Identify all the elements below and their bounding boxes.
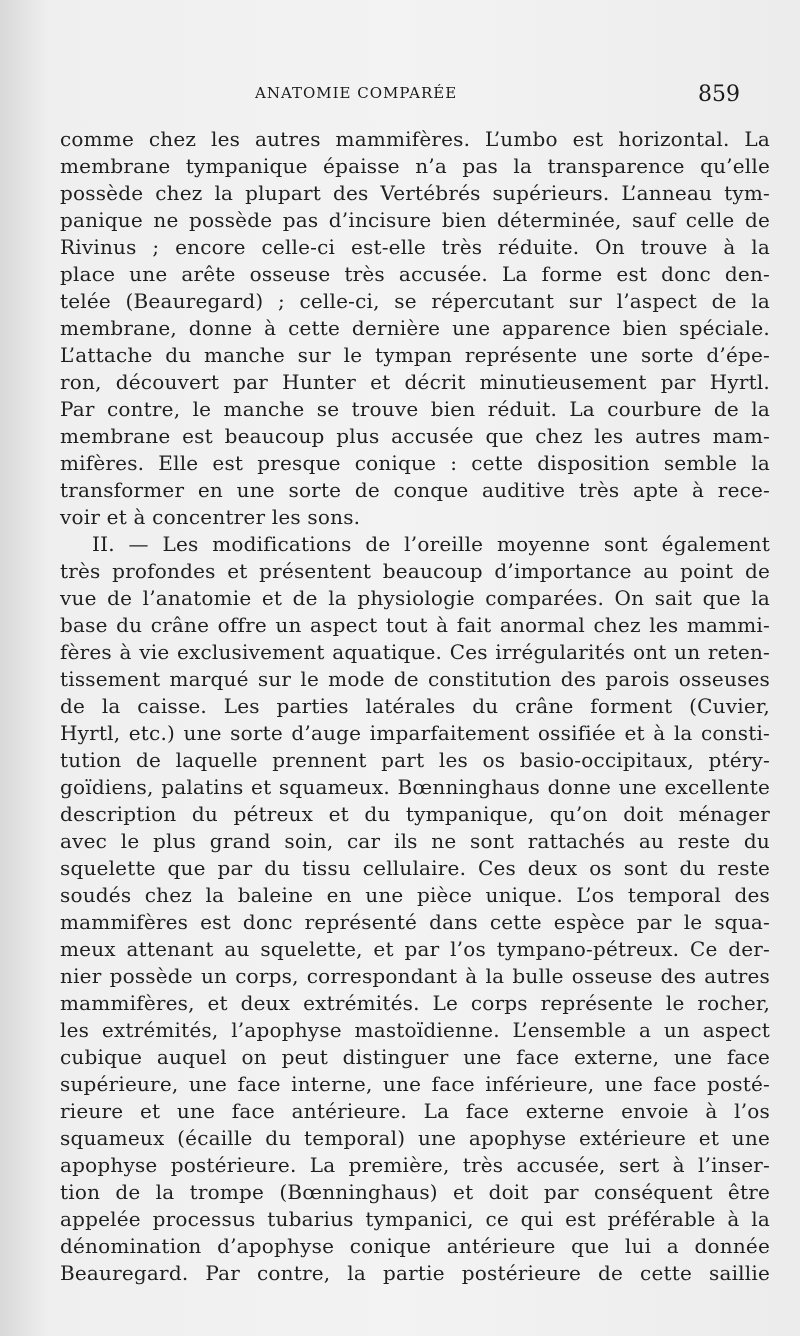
text-line: panique ne possède pas d’incisure bien déterminée, sauf celle de (60, 208, 770, 232)
text-line: L’attache du manche sur le tympan représente une sorte d’épe- (60, 343, 770, 367)
text-line: possède chez la plupart des Vertébrés supérieurs. L’anneau tym- (60, 181, 770, 205)
text-line: de la caisse. Les parties latérales du crâne forment (Cuvier, (60, 694, 770, 718)
text-line: telée (Beauregard) ; celle-ci, se répercutant sur l’aspect de la (60, 289, 770, 313)
text-line: fères à vie exclusivement aquatique. Ces irrégularités ont un reten- (60, 640, 770, 664)
text-line: mammifères, et deux extrémités. Le corps représente le rocher, (60, 991, 770, 1015)
text-line: mifères. Elle est presque conique : cette disposition semble la (60, 451, 770, 475)
text-line: très profondes et présentent beaucoup d’importance au point de (60, 559, 770, 583)
text-line: squelette que par du tissu cellulaire. Ces deux os sont du reste (60, 856, 770, 880)
text-line: tissement marqué sur le mode de constitution des parois osseuses (60, 667, 770, 691)
text-line: description du pétreux et du tympanique, qu’on doit ménager (60, 802, 770, 826)
text-line: les extrémités, l’apophyse mastoïdienne. L’ensemble a un aspect (60, 1018, 770, 1042)
text-line: Par contre, le manche se trouve bien réduit. La courbure de la (60, 397, 770, 421)
text-line: base du crâne offre un aspect tout à fait anormal chez les mammi- (60, 613, 770, 637)
body-text (60, 126, 770, 1287)
text-line: transformer en une sorte de conque auditive très apte à rece- (60, 478, 770, 502)
text-line: supérieure, une face interne, une face inférieure, une face posté- (60, 1072, 770, 1096)
text-line: avec le plus grand soin, car ils ne sont rattachés au reste du (60, 829, 770, 853)
text-line: squameux (écaille du temporal) une apophyse extérieure et une (60, 1126, 770, 1150)
text-line: tution de laquelle prennent part les os basio-occipitaux, ptéry- (60, 748, 770, 772)
text-line: apophyse postérieure. La première, très accusée, sert à l’inser- (60, 1153, 770, 1177)
text-line: voir et à concentrer les sons. (60, 505, 361, 529)
text-line: Rivinus ; encore celle-ci est-elle très réduite. On trouve à la (60, 235, 770, 259)
text-line: mammifères est donc représenté dans cette espèce par le squa- (60, 910, 770, 934)
text-line: membrane est beaucoup plus accusée que chez les autres mam- (60, 424, 770, 448)
running-header: ANATOMIE COMPARÉE (255, 84, 458, 102)
text-line: membrane, donne à cette dernière une apparence bien spéciale. (60, 316, 770, 340)
text-line: ron, découvert par Hunter et décrit minutieusement par Hyrtl. (60, 370, 770, 394)
text-line: rieure et une face antérieure. La face externe envoie à l’os (60, 1099, 770, 1123)
text-line: goïdiens, palatins et squameux. Bœnninghaus donne une excellente (60, 775, 770, 799)
text-line: Beauregard. Par contre, la partie postérieure de cette saillie (60, 1261, 770, 1285)
paragraph-start-line: II. — Les modifications de l’oreille moyenne sont également (92, 532, 770, 556)
text-line: cubique auquel on peut distinguer une face externe, une face (60, 1045, 770, 1069)
text-line: appelée processus tubarius tympanici, ce qui est préférable à la (60, 1207, 770, 1231)
text-line: comme chez les autres mammifères. L’umbo est horizontal. La (60, 127, 770, 151)
text-line: soudés chez la baleine en une pièce unique. L’os temporal des (60, 883, 770, 907)
text-line: membrane tympanique épaisse n’a pas la transparence qu’elle (60, 154, 770, 178)
text-line: vue de l’anatomie et de la physiologie comparées. On sait que la (60, 586, 770, 610)
text-line: place une arête osseuse très accusée. La forme est donc den- (60, 262, 770, 286)
page-number: 859 (698, 82, 740, 107)
text-line: Hyrtl, etc.) une sorte d’auge imparfaitement ossifiée et à la consti- (60, 721, 770, 745)
text-line: nier possède un corps, correspondant à la bulle osseuse des autres (60, 964, 770, 988)
text-line: dénomination d’apophyse conique antérieure que lui a donnée (60, 1234, 770, 1258)
text-line: meux attenant au squelette, et par l’os tympano-pétreux. Ce der- (60, 937, 770, 961)
text-line: tion de la trompe (Bœnninghaus) et doit par conséquent être (60, 1180, 770, 1204)
